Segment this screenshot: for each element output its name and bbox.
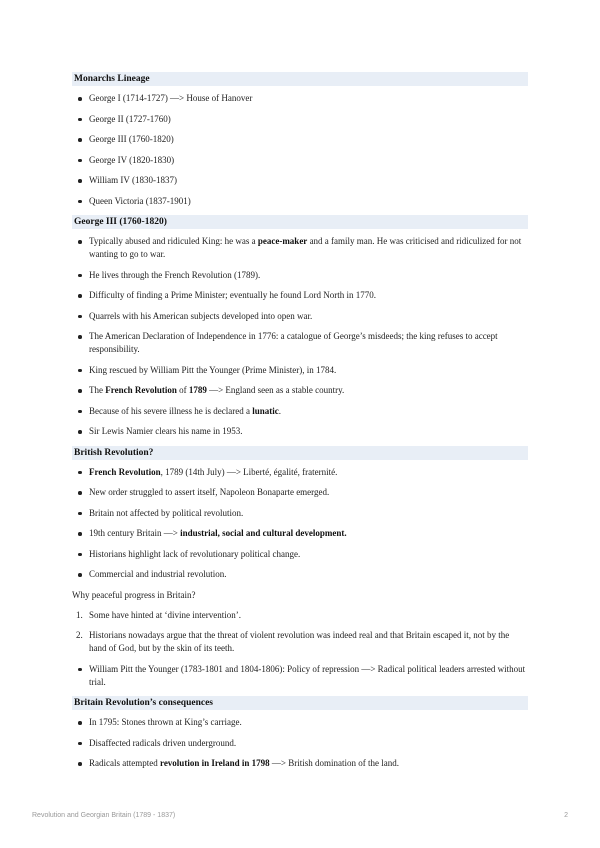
text-run: Queen Victoria (1837-1901): [89, 195, 191, 206]
section-heading: British Revolution?: [72, 446, 528, 460]
footer-title: Revolution and Georgian Britain (1789 - 1837): [32, 812, 176, 819]
text-run: —> England seen as a stable country.: [206, 385, 345, 395]
list-item: [72, 486, 528, 499]
item-text: [89, 610, 241, 620]
text-run: Quarrels with his American subjects developed into open war.: [89, 310, 313, 321]
list-item: [72, 310, 528, 323]
text-run: of: [176, 385, 189, 395]
numbered-item: [72, 629, 528, 655]
numbered-list: [72, 609, 528, 656]
text-run: Britain not affected by political revolution.: [89, 507, 244, 518]
bold-text: French Revolution: [105, 385, 177, 395]
page-number: 2: [564, 812, 568, 819]
list-item: [72, 384, 528, 397]
numbered-item: [72, 609, 528, 622]
text-run: Disaffected radicals driven underground.: [89, 737, 237, 748]
text-run: King rescued by William Pitt the Younger (Prime Minister), in 1784.: [89, 364, 337, 375]
list-item: [72, 174, 528, 187]
bold-text: revolution in Ireland in 1798: [159, 758, 270, 768]
text-run: Sir Lewis Namier clears his name in 1953.: [89, 426, 243, 436]
list-item: [72, 113, 528, 126]
subheading-paragraph: Why peaceful progress in Britain?: [72, 589, 196, 600]
list-item: [72, 364, 528, 377]
item-text: [89, 630, 509, 653]
list-item: [72, 737, 528, 750]
section-george-iii: [72, 215, 528, 438]
list-item: [72, 289, 528, 302]
text-run: Typically abused and ridiculed King: he was a: [89, 236, 258, 246]
list-item: [72, 92, 528, 105]
bold-text: 1789: [188, 385, 207, 395]
text-run: Difficulty of finding a Prime Minister; eventually he found Lord North in 1770.: [89, 290, 377, 300]
bullet-list: [72, 92, 528, 208]
text-run: 19th century Britain —>: [89, 528, 181, 538]
item-number: 2.: [76, 630, 83, 640]
text-run: , 1789 (14th July) —> Liberté, égalité, fraternité.: [160, 466, 338, 477]
list-item: [72, 425, 528, 438]
text-run: Because of his severe illness he is declared a: [89, 405, 253, 416]
list-item: [72, 466, 528, 479]
text-run: George IV (1820-1830): [89, 154, 175, 165]
text-run: Radicals attempted: [89, 758, 160, 768]
text-run: He lives through the French Revolution (1789).: [89, 269, 261, 280]
list-item: [72, 195, 528, 208]
item-number: 1.: [76, 609, 83, 620]
list-item: [72, 663, 528, 689]
bullet-list: [72, 716, 528, 770]
text-run: George III (1760-1820): [89, 134, 174, 144]
document-body: [72, 72, 528, 778]
bullet-list: [72, 466, 528, 582]
list-item: [72, 405, 528, 418]
bold-text: French Revolution: [89, 466, 161, 477]
text-run: Historians nowadays argue that the threat of violent revolution was indeed real and that Britain escaped it, not by the hand of God, but by the skin of its teeth.: [89, 630, 510, 653]
text-run: Some have hinted at ‘divine intervention’.: [89, 609, 241, 620]
section-monarchs-lineage: [72, 72, 528, 208]
text-run: .: [278, 405, 281, 416]
section-heading: George III (1760-1820): [72, 215, 528, 229]
text-run: In 1795: Stones thrown at King’s carriage.: [89, 717, 242, 727]
text-run: Historians highlight lack of revolutionary political change.: [89, 548, 301, 559]
bold-text: lunatic: [252, 405, 279, 416]
text-run: —> British domination of the land.: [269, 758, 399, 768]
list-item: [72, 548, 528, 561]
text-run: George II (1727-1760): [89, 113, 171, 124]
text-run: Commercial and industrial revolution.: [89, 569, 227, 579]
page-footer: [32, 812, 568, 819]
list-item: [72, 527, 528, 540]
text-run: William IV (1830-1837): [89, 175, 177, 185]
text-run: The: [89, 385, 106, 395]
section-british-revolution: [72, 446, 528, 689]
text-run: George I (1714-1727) —> House of Hanover: [89, 93, 253, 103]
text-run: and a family man. He was criticised and ridiculized for not wanting to go to war.: [89, 236, 522, 259]
bullet-list: [72, 235, 528, 438]
list-item: [72, 716, 528, 729]
section-heading: Britain Revolution’s consequences: [72, 696, 528, 710]
list-item: [72, 330, 528, 356]
text-run: New order struggled to assert itself, Napoleon Bonaparte emerged.: [89, 487, 330, 497]
bullet-list: [72, 663, 528, 689]
list-item: [72, 154, 528, 167]
list-item: [72, 269, 528, 282]
list-item: [72, 507, 528, 520]
list-item: [72, 757, 528, 770]
section-revolution-consequences: [72, 696, 528, 770]
list-item: [72, 235, 528, 261]
text-run: William Pitt the Younger (1783-1801 and 1804-1806): Policy of repression —> Radical political leaders arrested without trial.: [89, 663, 526, 687]
bold-text: industrial, social and cultural development.: [180, 528, 347, 538]
section-heading: Monarchs Lineage: [72, 72, 528, 86]
list-item: [72, 133, 528, 146]
list-item: [72, 568, 528, 581]
text-run: The American Declaration of Independence in 1776: a catalogue of George’s misdeeds; the king refuses to accept responsibility.: [89, 331, 498, 354]
bold-text: peace-maker: [257, 236, 308, 246]
